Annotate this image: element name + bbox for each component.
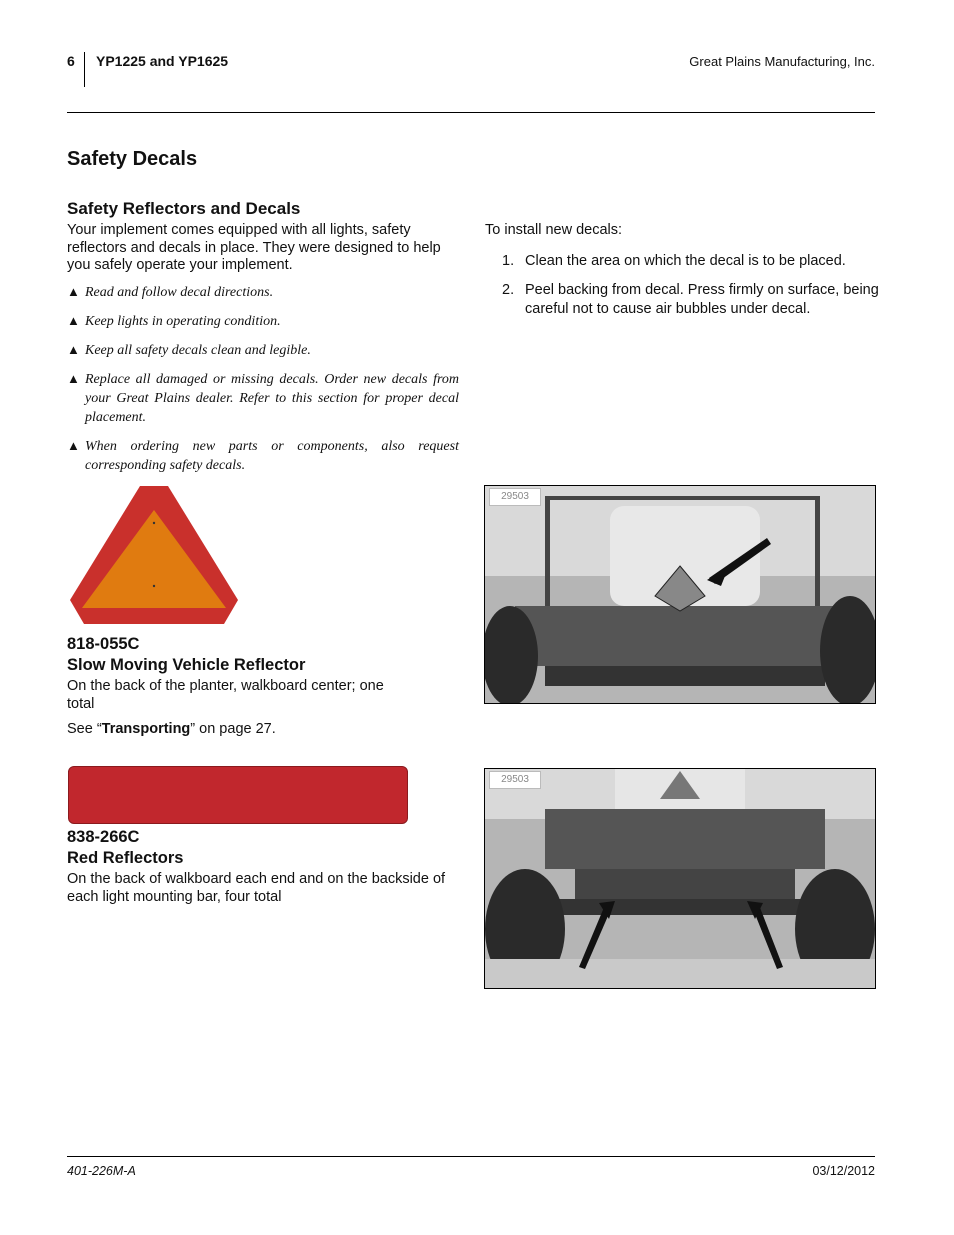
intro-paragraph: Your implement comes equipped with all lights, safety reflectors and decals in place. They were designed to help you safely operate your implement. (67, 222, 441, 273)
header-divider (84, 52, 85, 87)
install-intro: To install new decals: (485, 222, 623, 238)
install-step: 1. Clean the area on which the decal is to be placed. (502, 253, 846, 269)
decal-818-055c-title: 818-055C Slow Moving Vehicle Reflector (67, 635, 306, 674)
subsection-title: Safety Reflectors and Decals (67, 199, 301, 218)
decal-838-266c-description: On the back of walkboard each end and on the backside of each light mounting bar, four total (67, 871, 446, 905)
footer-date: 03/12/2012 (812, 1164, 875, 1178)
triangle-bullet-icon: ▲ (67, 342, 80, 357)
header-company: Great Plains Manufacturing, Inc. (689, 54, 875, 69)
header-rule (67, 112, 875, 113)
triangle-bullet-icon: ▲ (67, 313, 80, 328)
figure-number: 29503 (489, 488, 541, 506)
figure-number: 29503 (489, 771, 541, 789)
install-steps (485, 252, 880, 329)
triangle-bullet-icon: ▲ (67, 438, 80, 453)
bullet-item: ▲ When ordering new parts or components, also request corresponding safety decals. (67, 438, 459, 473)
bullet-item: ▲ Keep all safety decals clean and legible. (67, 342, 311, 358)
red-reflector-image (68, 766, 408, 824)
smv-location-photo (484, 485, 876, 704)
bullet-item: ▲ Replace all damaged or missing decals. Order new decals from your Great Plains dealer. Refer to this section for proper decal placement. (67, 371, 459, 425)
decal-818-055c-description: On the back of the planter, walkboard center; one total (67, 678, 384, 712)
smv-reflector-image (68, 482, 240, 630)
section-title: Safety Decals (67, 148, 198, 170)
decal-838-266c-title: 838-266C Red Reflectors (67, 828, 184, 867)
transporting-link[interactable]: Transporting (101, 721, 191, 737)
red-reflector-location-photo (484, 768, 876, 989)
see-transporting-reference: See “Transporting” on page 27. (67, 721, 276, 737)
triangle-bullet-icon: ▲ (67, 371, 80, 386)
triangle-bullet-icon: ▲ (67, 284, 80, 299)
bullet-item: ▲ Keep lights in operating condition. (67, 313, 281, 329)
footer-rule (67, 1156, 875, 1157)
page-number: 6 (67, 53, 75, 69)
bullet-item: ▲ Read and follow decal directions. (67, 284, 274, 300)
safety-bullet-list (67, 282, 459, 484)
footer-doc-number: 401-226M-A (67, 1164, 136, 1178)
install-step: 2. Peel backing from decal. Press firmly on surface, being careful not to cause air bubbles under decal. (502, 282, 879, 317)
header-model: YP1225 and YP1625 (96, 53, 229, 69)
